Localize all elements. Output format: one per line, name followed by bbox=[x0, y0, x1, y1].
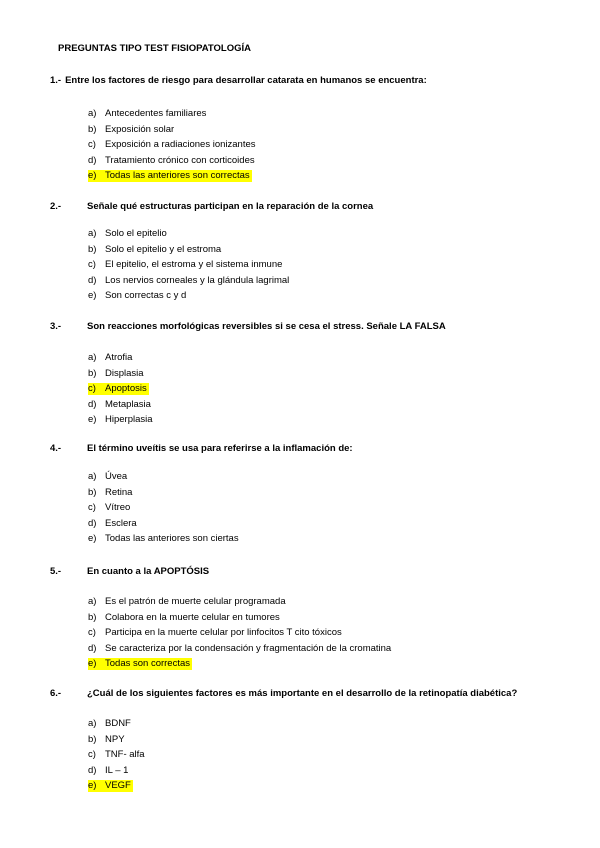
question-number: 3.- bbox=[50, 321, 62, 332]
question-number: 2.- bbox=[50, 201, 62, 212]
option-text: VEGF bbox=[105, 780, 131, 791]
option-letter: c) bbox=[88, 259, 96, 270]
option-letter: a) bbox=[88, 352, 97, 363]
answer-option bbox=[88, 139, 258, 151]
option-text: NPY bbox=[105, 733, 125, 745]
option-text: Todas las anteriores son ciertas bbox=[105, 533, 239, 544]
document-title: PREGUNTAS TIPO TEST FISIOPATOLOGÍA bbox=[58, 43, 252, 54]
option-text: Atrofia bbox=[105, 352, 133, 363]
option-letter: e) bbox=[88, 170, 97, 181]
option-text: Son correctas c y d bbox=[105, 290, 187, 301]
answer-option-highlighted bbox=[88, 170, 252, 182]
answer-option-highlighted bbox=[88, 780, 133, 792]
option-letter: c) bbox=[88, 627, 96, 638]
answer-option bbox=[88, 627, 344, 639]
option-letter: e) bbox=[88, 290, 97, 301]
option-text: TNF- alfa bbox=[105, 749, 145, 760]
option-text: Es el patrón de muerte celular programada bbox=[105, 596, 286, 607]
option-letter: c) bbox=[88, 749, 96, 760]
option-letter: a) bbox=[88, 228, 97, 239]
option-letter: b) bbox=[88, 123, 97, 135]
answer-option bbox=[88, 533, 241, 545]
question-text: Son reacciones morfológicas reversibles si se cesa el stress. Señale LA FALSA bbox=[87, 321, 446, 332]
answer-option bbox=[88, 352, 134, 364]
answer-option bbox=[88, 275, 291, 287]
question-5 bbox=[50, 566, 209, 577]
question-6 bbox=[50, 688, 517, 699]
answer-option bbox=[88, 502, 132, 514]
answer-option bbox=[88, 718, 133, 730]
option-letter: c) bbox=[88, 139, 96, 150]
answer-option bbox=[88, 471, 129, 483]
option-letter: d) bbox=[88, 154, 97, 166]
option-letter: e) bbox=[88, 658, 97, 669]
option-text: Se caracteriza por la condensación y fragmentación de la cromatina bbox=[105, 642, 392, 654]
option-letter: b) bbox=[88, 243, 97, 255]
option-text: Solo el epitelio bbox=[105, 228, 167, 239]
question-2 bbox=[50, 201, 373, 212]
option-letter: b) bbox=[88, 611, 97, 623]
question-text: ¿Cuál de los siguientes factores es más importante en el desarrollo de la retinopatía diabética? bbox=[87, 688, 518, 699]
option-text: Tratamiento crónico con corticoides bbox=[105, 154, 255, 166]
option-text: Colabora en la muerte celular en tumores bbox=[105, 611, 280, 623]
answer-option bbox=[88, 124, 176, 136]
question-text: Entre los factores de riesgo para desarrollar catarata en humanos se encuentra: bbox=[65, 75, 427, 86]
option-text: Solo el epitelio y el estroma bbox=[105, 243, 222, 255]
option-text: Exposición solar bbox=[105, 123, 175, 135]
option-text: Participa en la muerte celular por linfocitos T cito tóxicos bbox=[105, 627, 342, 638]
answer-option bbox=[88, 290, 188, 302]
question-number: 4.- bbox=[50, 443, 62, 454]
option-letter: c) bbox=[88, 383, 96, 394]
option-text: Displasia bbox=[105, 367, 144, 379]
option-text: IL – 1 bbox=[105, 764, 129, 776]
option-text: Antecedentes familiares bbox=[105, 108, 207, 119]
option-text: El epitelio, el estroma y el sistema inmune bbox=[105, 259, 283, 270]
option-text: Los nervios corneales y la glándula lagrimal bbox=[105, 274, 290, 286]
answer-option bbox=[88, 368, 146, 380]
option-text: Retina bbox=[105, 486, 133, 498]
question-1 bbox=[50, 75, 427, 86]
option-text: Exposición a radiaciones ionizantes bbox=[105, 139, 256, 150]
option-letter: d) bbox=[88, 517, 97, 529]
option-letter: a) bbox=[88, 471, 97, 482]
question-3 bbox=[50, 321, 446, 332]
option-letter: e) bbox=[88, 780, 97, 791]
answer-option bbox=[88, 487, 134, 499]
option-letter: a) bbox=[88, 108, 97, 119]
option-letter: e) bbox=[88, 533, 97, 544]
question-text: El término uveítis se usa para referirse a la inflamación de: bbox=[87, 443, 353, 454]
answer-option bbox=[88, 228, 169, 240]
option-letter: b) bbox=[88, 486, 97, 498]
option-letter: b) bbox=[88, 733, 97, 745]
question-text: En cuanto a la APOPTÓSIS bbox=[87, 566, 210, 577]
option-letter: d) bbox=[88, 398, 97, 410]
answer-option bbox=[88, 612, 282, 624]
option-letter: a) bbox=[88, 718, 97, 729]
option-letter: d) bbox=[88, 274, 97, 286]
question-4 bbox=[50, 443, 353, 454]
answer-option bbox=[88, 596, 288, 608]
option-letter: b) bbox=[88, 367, 97, 379]
option-text: Todas las anteriores son correctas bbox=[105, 170, 250, 181]
question-number: 5.- bbox=[50, 566, 62, 577]
answer-option bbox=[88, 414, 155, 426]
answer-option-highlighted bbox=[88, 383, 149, 395]
option-letter: d) bbox=[88, 642, 97, 654]
option-letter: e) bbox=[88, 414, 97, 425]
answer-option bbox=[88, 518, 139, 530]
answer-option bbox=[88, 749, 147, 761]
option-text: Vítreo bbox=[105, 502, 131, 513]
question-number: 6.- bbox=[50, 688, 62, 699]
option-text: Hiperplasia bbox=[105, 414, 153, 425]
option-text: Esclera bbox=[105, 517, 137, 529]
answer-option bbox=[88, 259, 284, 271]
answer-option bbox=[88, 734, 127, 746]
question-number: 1.- bbox=[50, 75, 62, 86]
option-text: Todas son correctas bbox=[105, 658, 191, 669]
option-text: BDNF bbox=[105, 718, 131, 729]
answer-option bbox=[88, 108, 208, 120]
option-text: Metaplasia bbox=[105, 398, 151, 410]
option-letter: a) bbox=[88, 596, 97, 607]
answer-option bbox=[88, 399, 153, 411]
answer-option bbox=[88, 765, 130, 777]
answer-option-highlighted bbox=[88, 658, 192, 670]
answer-option bbox=[88, 643, 393, 655]
option-letter: c) bbox=[88, 502, 96, 513]
option-letter: d) bbox=[88, 764, 97, 776]
answer-option bbox=[88, 155, 257, 167]
option-text: Úvea bbox=[105, 471, 128, 482]
answer-option bbox=[88, 244, 223, 256]
question-text: Señale qué estructuras participan en la reparación de la cornea bbox=[87, 201, 374, 212]
option-text: Apoptosis bbox=[105, 383, 147, 394]
